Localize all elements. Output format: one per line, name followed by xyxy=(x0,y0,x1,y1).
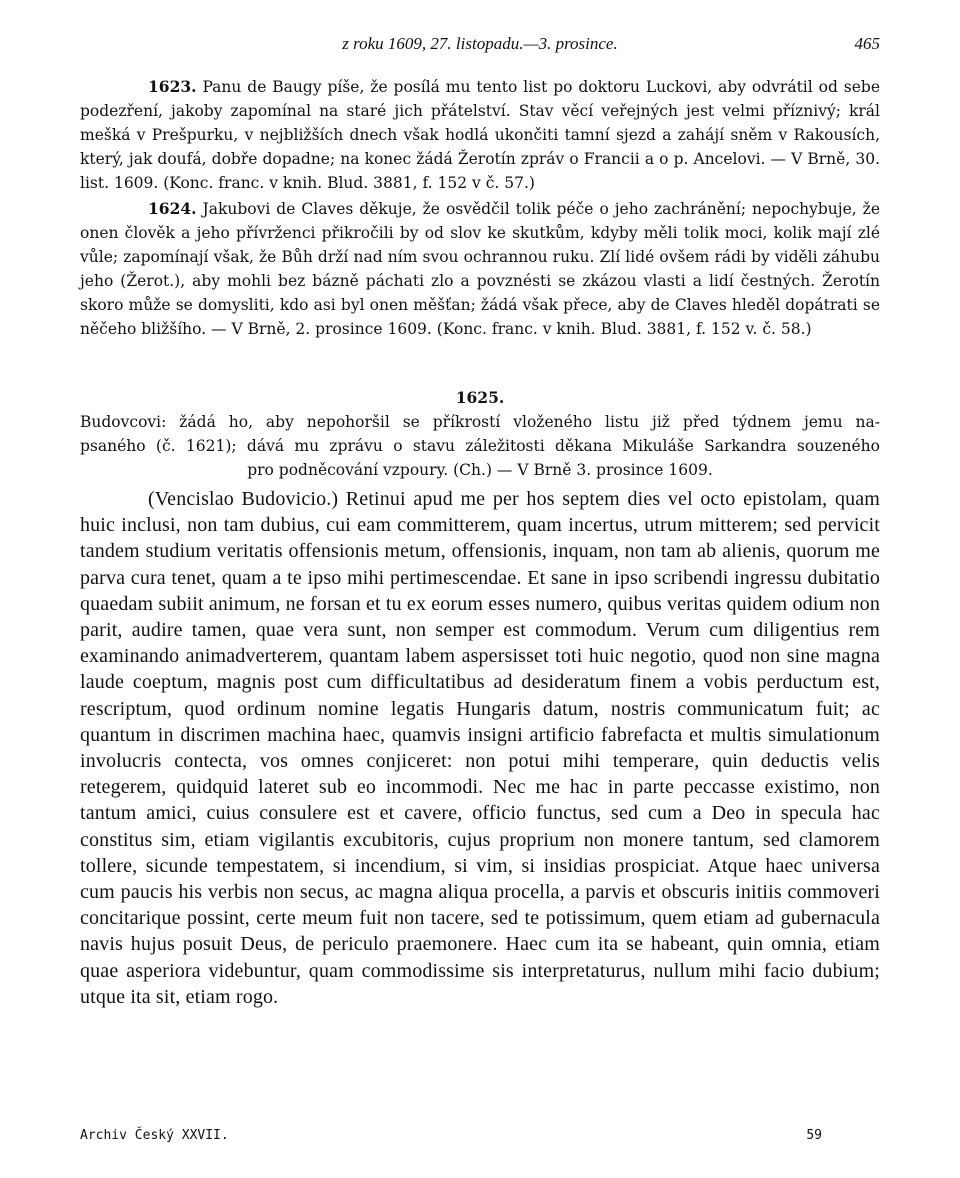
entry-text: Panu de Baugy píše, že posílá mu tento list po doktoru Luckovi, aby odvrátil od sebe podezření, jakoby zapomínal na staré jich přátelství. Stav věcí veřejných jest velmi příznivý; král mešká v Prešpurku, v nejbližších dnech však hodlá ukončiti tamní sjezd a zahájí sněm v Rakousích, který, jak doufá, dobře dopadne; na konec žádá Žerotín zpráv o Francii a o p. Ancelovi. — V Brně, 30. list. 1609. (Konc. franc. v knih. Blud. 3881, f. 152 v č. 57.) xyxy=(80,78,880,192)
entry-1623 xyxy=(80,75,880,195)
entry-paragraph xyxy=(80,197,880,341)
entry-number: 1623. xyxy=(148,77,197,96)
volume-signature: Archiv Český XXVII. xyxy=(80,1128,229,1143)
regest-line: psaného (č. 1621); dává mu zprávu o stavu záležitosti děkana Mikuláše Sarkandra souzeného xyxy=(80,437,880,455)
entry-text: Jakubovi de Claves děkuje, že osvědčil tolik péče o jeho zachránění; nepochybuje, že onen člověk a jeho přívrženci přikročili by od slov ke skutkům, kdyby měli tolik moci, kolik mají zlé vůle; zapomínají však, že Bůh drží nad ním svou ochrannou ruku. Zlí lidé ovšem rádi by viděli záhubu jeho (Žerot.), aby mohli bez bázně páchati zlo a povznésti se zkázou vlasti a lidí čestných. Žerotín skoro může se domysliti, kdo asi byl onen měšťan; žádá však přece, aby de Claves hleděl dopátrati se něčeho bližšího. — V Brně, 2. prosince 1609. (Konc. franc. v knih. Blud. 3881, f. 152 v. č. 58.) xyxy=(80,200,880,338)
page-number: 465 xyxy=(854,34,880,53)
regest-line: pro podněcování vzpoury. (Ch.) — V Brně 3. prosince 1609. xyxy=(247,461,713,479)
letter-number-heading: 1625. xyxy=(455,388,505,407)
entry-number: 1624. xyxy=(148,199,197,218)
page-footer xyxy=(80,1128,880,1148)
letter-body: (Vencislao Budovicio.) Retinui apud me per hos septem dies vel octo epistolam, quam huic inclusi, non tam dubius, cui eam committerem, quam incertus, utrum mitterem; sed pervicit tandem studium veritatis offensionis metum, offensionis, inquam, non tam ab alienis, quorum me parva cura tenet, quam a te ipso mihi pertimescendae. Et sane in ipso scribendi ingressu dubitatio quaedam subiit animum, ne forsan et tu ex eorum esses numero, quibus veritas quidem odium non parit, audire tamen, quae vera sunt, non semper est commodum. Verum cum diligentius rem examinando animadverterem, quantam labem aspersisset toti huic negotio, quod non sine magna laude coeptum, magnis post cum difficultatibus ad desideratum finem a vobis perductum est, rescriptum, quod ordinum nomine legatis Hungaris datum, nostris communicatum fuit; ac quantum in discrimen machina haec, quamvis insigni artificio fabrefacta et multis simulationum involucris contecta, vos omnes conjiceret: non potui mihi temperare, quin deductis velis retegerem, quidquid lateret sub eo incommodi. Nec me hac in parte peccasse existimo, non tantum amici, cuius consulere est et cavere, officio functus, sed cum a Deo in specula hac constitus sim, etiam vigilantis excubitoris, cujus proprium non monere tantum, sed clamorem tollere, sicunde tempestatem, si incendium, si vim, si insidias prospiciat. Atque haec universa cum paucis his verbis non secus, ac magna aliqua procella, a parvis et obscuris initiis commoveri concitarique possint, certe meum fuit non tacere, sed te potissimum, quem etiam ad gubernacula navis hujus posuit Deus, de periculo praemonere. Haec cum ita se habeant, quin omnia, etiam quae asperiora videbuntur, quam commodissime sis interpretaturus, nullum mihi facio dubium; utque ita sit, etiam rogo. xyxy=(80,488,880,1008)
running-title: z roku 1609, 27. listopadu.—3. prosince. xyxy=(342,34,618,53)
letter-regest xyxy=(80,410,880,482)
regest-line: Budovcovi: žádá ho, aby nepohoršil se příkrostí vloženého listu již před týdnem jemu na- xyxy=(80,413,880,431)
running-head xyxy=(80,34,880,56)
entry-1624 xyxy=(80,197,880,341)
entry-paragraph xyxy=(80,75,880,195)
sheet-signature: 59 xyxy=(806,1128,822,1143)
